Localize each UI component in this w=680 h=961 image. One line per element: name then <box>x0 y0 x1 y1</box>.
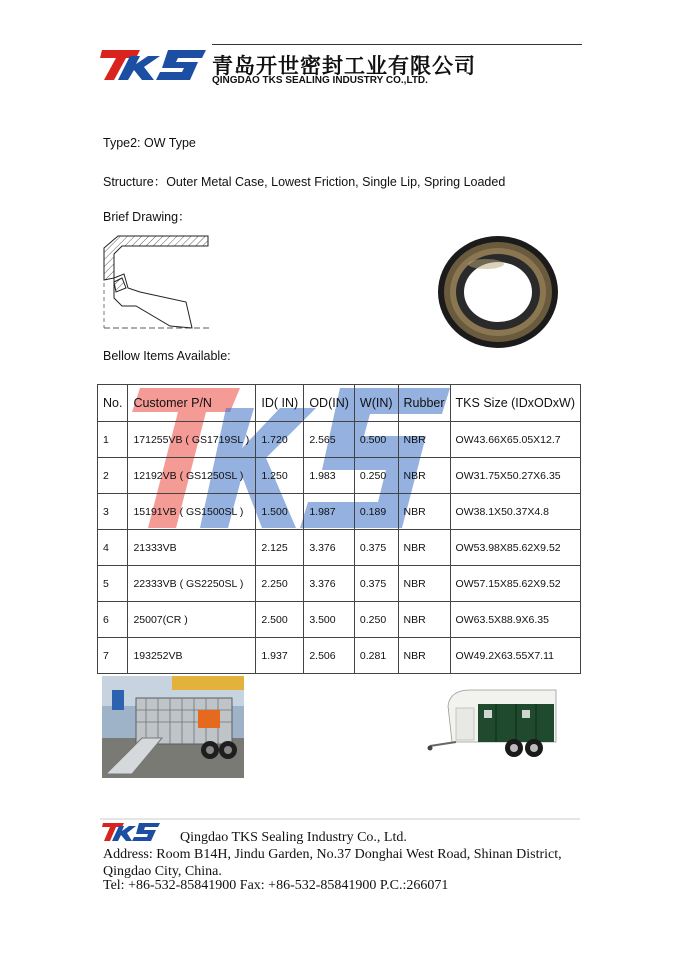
cell-tks-size: OW38.1X50.37X4.8 <box>450 494 580 530</box>
cell-no: 3 <box>98 494 128 530</box>
col-header-rubber: Rubber <box>398 385 450 422</box>
cell-rubber: NBR <box>398 530 450 566</box>
cell-od: 2.565 <box>304 422 355 458</box>
cell-id: 2.250 <box>256 566 304 602</box>
cell-w: 0.250 <box>354 458 398 494</box>
table-header-row <box>98 385 581 422</box>
table-row <box>98 602 581 638</box>
items-table <box>97 384 581 674</box>
table-row <box>98 458 581 494</box>
table-row <box>98 566 581 602</box>
col-header-w: W(IN) <box>354 385 398 422</box>
tks-footer-logo <box>102 822 162 842</box>
cell-id: 2.500 <box>256 602 304 638</box>
cell-od: 3.376 <box>304 530 355 566</box>
cell-no: 7 <box>98 638 128 674</box>
table-row <box>98 422 581 458</box>
col-header-tks-size: TKS Size (IDxODxW) <box>450 385 580 422</box>
cell-tks-size: OW63.5X88.9X6.35 <box>450 602 580 638</box>
cell-w: 0.375 <box>354 530 398 566</box>
cell-id: 1.720 <box>256 422 304 458</box>
table-row <box>98 494 581 530</box>
footer-address-1: Address: Room B14H, Jindu Garden, No.37 Donghai West Road, Shinan District, <box>103 847 562 862</box>
cell-w: 0.281 <box>354 638 398 674</box>
cell-customer-pn: 21333VB <box>128 530 256 566</box>
cell-customer-pn: 25007(CR ) <box>128 602 256 638</box>
cell-id: 1.500 <box>256 494 304 530</box>
items-label: Bellow Items Available: <box>103 349 231 363</box>
col-header-no: No. <box>98 385 128 422</box>
cell-no: 5 <box>98 566 128 602</box>
cell-tks-size: OW31.75X50.27X6.35 <box>450 458 580 494</box>
footer-company: Qingdao TKS Sealing Industry Co., Ltd. <box>180 830 407 845</box>
cell-rubber: NBR <box>398 602 450 638</box>
cell-tks-size: OW43.66X65.05X12.7 <box>450 422 580 458</box>
col-header-id: ID( IN) <box>256 385 304 422</box>
items-table-container <box>97 384 581 674</box>
cell-tks-size: OW49.2X63.55X7.11 <box>450 638 580 674</box>
cell-w: 0.375 <box>354 566 398 602</box>
cell-od: 1.987 <box>304 494 355 530</box>
footer-address-2: Qingdao City, China. <box>103 864 222 879</box>
type-line: Type2: OW Type <box>103 136 196 150</box>
drawing-label: Brief Drawing： <box>103 210 191 224</box>
seal-cross-section-drawing <box>100 228 215 336</box>
cell-customer-pn: 12192VB ( GS1250SL ) <box>128 458 256 494</box>
cell-customer-pn: 171255VB ( GS1719SL ) <box>128 422 256 458</box>
page-header <box>100 42 580 92</box>
cell-rubber: NBR <box>398 566 450 602</box>
cell-id: 1.937 <box>256 638 304 674</box>
cell-no: 1 <box>98 422 128 458</box>
header-divider <box>212 44 582 45</box>
cell-rubber: NBR <box>398 494 450 530</box>
company-name-en: QINGDAO TKS SEALING INDUSTRY CO.,LTD. <box>212 75 428 86</box>
oil-seal-photo <box>436 234 560 350</box>
cell-customer-pn: 22333VB ( GS2250SL ) <box>128 566 256 602</box>
footer-contact: Tel: +86-532-85841900 Fax: +86-532-85841900 P.C.:266071 <box>103 878 449 893</box>
cell-rubber: NBR <box>398 458 450 494</box>
horse-trailer-photo <box>426 686 564 766</box>
table-row <box>98 530 581 566</box>
cell-w: 0.250 <box>354 602 398 638</box>
company-name-cn: 青岛开世密封工业有限公司 <box>212 54 476 78</box>
cell-od: 3.500 <box>304 602 355 638</box>
cell-no: 2 <box>98 458 128 494</box>
cell-od: 3.376 <box>304 566 355 602</box>
col-header-od: OD(IN) <box>304 385 355 422</box>
utility-trailer-photo <box>102 676 244 778</box>
cell-w: 0.189 <box>354 494 398 530</box>
table-row <box>98 638 581 674</box>
cell-no: 6 <box>98 602 128 638</box>
cell-id: 2.125 <box>256 530 304 566</box>
cell-customer-pn: 193252VB <box>128 638 256 674</box>
col-header-customer-pn: Customer P/N <box>128 385 256 422</box>
cell-rubber: NBR <box>398 422 450 458</box>
cell-od: 2.506 <box>304 638 355 674</box>
cell-od: 1.983 <box>304 458 355 494</box>
cell-tks-size: OW57.15X85.62X9.52 <box>450 566 580 602</box>
cell-customer-pn: 15191VB ( GS1500SL ) <box>128 494 256 530</box>
cell-rubber: NBR <box>398 638 450 674</box>
cell-tks-size: OW53.98X85.62X9.52 <box>450 530 580 566</box>
tks-logo <box>100 48 210 82</box>
cell-w: 0.500 <box>354 422 398 458</box>
footer-divider <box>100 818 580 820</box>
structure-line: Structure：Outer Metal Case, Lowest Friction, Single Lip, Spring Loaded <box>103 175 506 189</box>
cell-no: 4 <box>98 530 128 566</box>
cell-id: 1.250 <box>256 458 304 494</box>
